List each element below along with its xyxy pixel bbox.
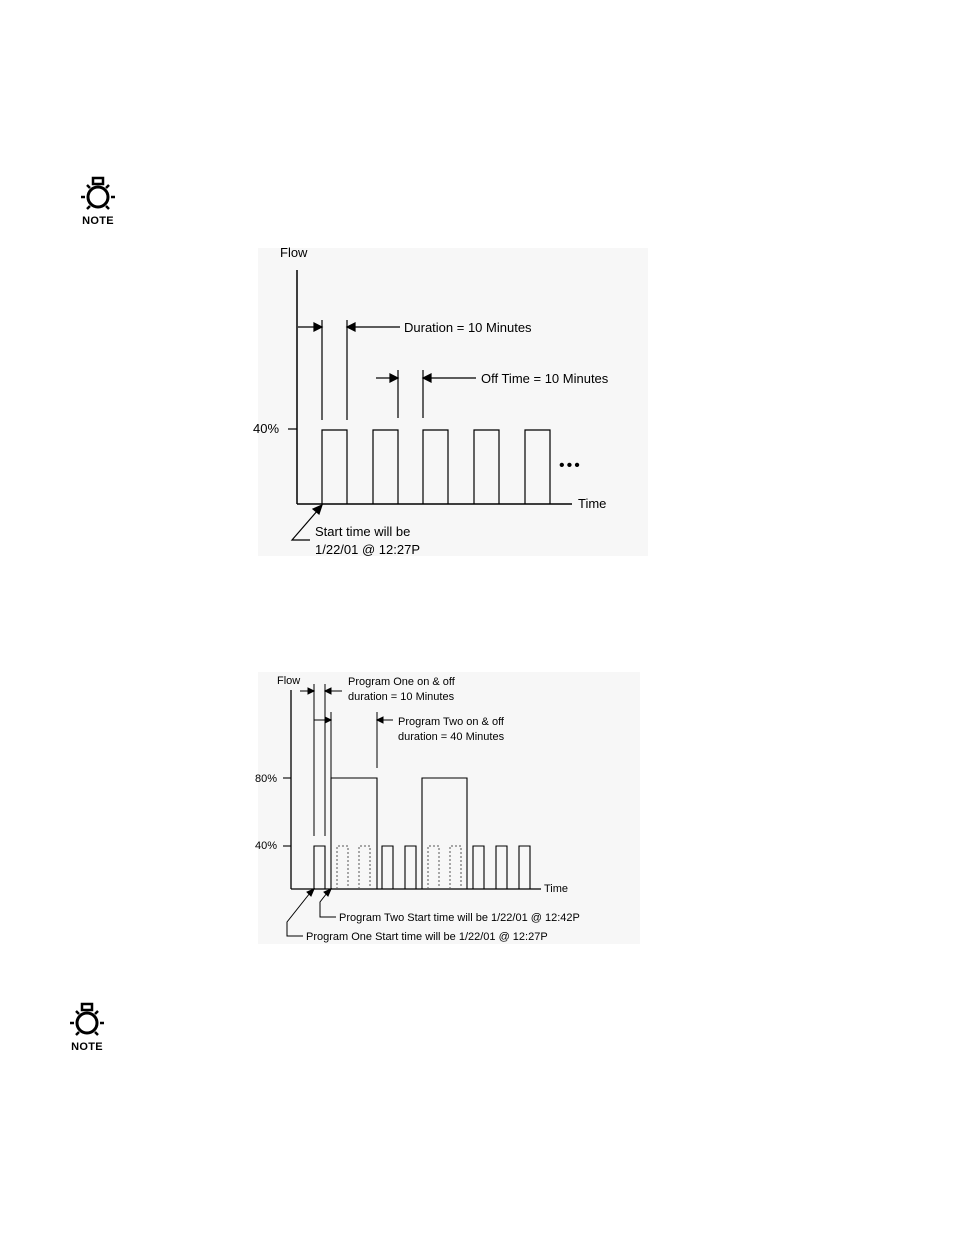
y-axis-label: Flow: [280, 245, 308, 260]
start-time-line1: Start time will be: [315, 524, 411, 539]
start-time-line2: 1/22/01 @ 12:27P: [315, 542, 420, 557]
program-two-line1: Program Two on & off: [398, 716, 504, 728]
flow-diagram-two-programs: [250, 665, 650, 950]
lightbulb-icon: [78, 176, 118, 214]
note-label: NOTE: [82, 215, 114, 227]
note-callout-bottom: [62, 1002, 112, 1062]
flow-diagram-single-program: [250, 240, 650, 560]
continuation-ellipsis: •••: [559, 457, 582, 474]
note-callout-top: [73, 176, 123, 236]
program-one-line1: Program One on & off: [348, 676, 455, 688]
program-two-start-label: Program Two Start time will be 1/22/01 @ 12:42P: [339, 912, 580, 924]
level-low-label: 40%: [255, 840, 278, 852]
x-axis-label: Time: [578, 496, 607, 511]
duration-label: Duration = 10 Minutes: [404, 320, 532, 335]
lightbulb-icon: [67, 1002, 107, 1040]
program-two-line2: duration = 40 Minutes: [398, 731, 505, 743]
level-high-label: 80%: [255, 773, 278, 785]
program-one-line2: duration = 10 Minutes: [348, 691, 455, 703]
level-label: 40%: [253, 421, 280, 436]
y-axis-label: Flow: [277, 675, 301, 687]
off-time-label: Off Time = 10 Minutes: [481, 371, 609, 386]
x-axis-label: Time: [544, 883, 569, 895]
note-label: NOTE: [71, 1041, 103, 1053]
program-one-start-label: Program One Start time will be 1/22/01 @ 12:27P: [306, 931, 548, 943]
